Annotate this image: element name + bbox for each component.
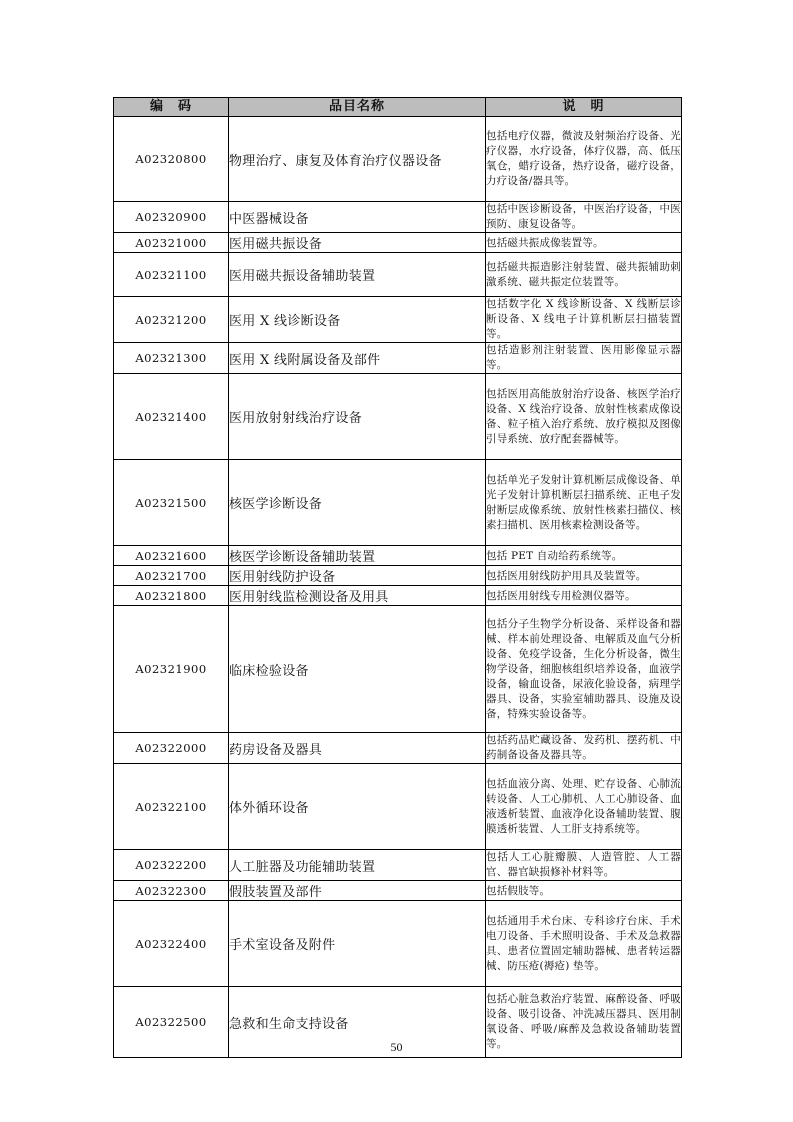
item-description: 包括分子生物学分析设备、采样设备和器械、样本前处理设备、电解质及血气分析设备、免疫学设备，生化分析设备，微生物学设备，细胞核组织培养设备，血液学设备，输血设备，尿液化验设备，病理学器具、设备，实验室辅助器具、设施及设备，特殊实验设备等。	[486, 606, 682, 733]
catalog-table	[113, 97, 682, 1058]
item-code: A02322300	[114, 881, 229, 901]
item-code: A02320800	[114, 117, 229, 202]
header-name: 品目名称	[229, 98, 486, 117]
item-code: A02321100	[114, 253, 229, 297]
item-description: 包括电疗仪器，微波及射频治疗设备、光疗仪器，水疗设备，体疗仪器，高、低压氧仓，蜡疗设备，热疗设备，磁疗设备，力疗设备/器具等。	[486, 117, 682, 202]
item-name: 医用磁共振设备辅助装置	[229, 253, 486, 297]
item-code: A02321800	[114, 586, 229, 606]
table-row	[114, 586, 682, 606]
item-name: 体外循环设备	[229, 764, 486, 850]
item-code: A02320900	[114, 202, 229, 233]
item-code: A02321200	[114, 297, 229, 343]
item-description: 包括假肢等。	[486, 881, 682, 901]
table-row	[114, 733, 682, 764]
item-code: A02322500	[114, 987, 229, 1058]
item-code: A02321600	[114, 546, 229, 566]
item-name: 医用射线监检测设备及用具	[229, 586, 486, 606]
item-description: 包括磁共振造影注射装置、磁共振辅助刺激系统、磁共振定位装置等。	[486, 253, 682, 297]
table-row	[114, 297, 682, 343]
item-code: A02321900	[114, 606, 229, 733]
item-description: 包括数字化 X 线诊断设备、X 线断层诊断设备、X 线电子计算机断层扫描装置等。	[486, 297, 682, 343]
table-row	[114, 606, 682, 733]
item-name: 急救和生命支持设备	[229, 987, 486, 1058]
table-row	[114, 253, 682, 297]
item-name: 核医学诊断设备	[229, 460, 486, 546]
item-name: 假肢装置及部件	[229, 881, 486, 901]
table-row	[114, 881, 682, 901]
item-description: 包括 PET 自动给药系统等。	[486, 546, 682, 566]
item-description: 包括血液分离、处理、贮存设备、心肺流转设备、人工心肺机、人工心肺设备、血液透析装置、血液净化设备辅助装置、腹膜透析装置、人工肝支持系统等。	[486, 764, 682, 850]
item-description: 包括中医诊断设备，中医治疗设备，中医预防、康复设备等。	[486, 202, 682, 233]
item-name: 核医学诊断设备辅助装置	[229, 546, 486, 566]
table-row	[114, 850, 682, 881]
table-row	[114, 460, 682, 546]
item-code: A02322400	[114, 901, 229, 987]
table-row	[114, 202, 682, 233]
item-name: 药房设备及器具	[229, 733, 486, 764]
item-description: 包括医用射线防护用具及装置等。	[486, 566, 682, 586]
item-name: 医用 X 线附属设备及部件	[229, 343, 486, 374]
table-row	[114, 374, 682, 460]
item-code: A02322200	[114, 850, 229, 881]
item-name: 人工脏器及功能辅助装置	[229, 850, 486, 881]
item-code: A02321400	[114, 374, 229, 460]
item-name: 医用磁共振设备	[229, 233, 486, 253]
item-name: 物理治疗、康复及体育治疗仪器设备	[229, 117, 486, 202]
table-row	[114, 117, 682, 202]
table-row	[114, 233, 682, 253]
header-code: 编 码	[114, 98, 229, 117]
item-description: 包括心脏急救治疗装置、麻醉设备、呼吸设备、吸引设备、冲洗减压器具、医用制氧设备、呼吸/麻醉及急救设备辅助装置等。	[486, 987, 682, 1058]
item-description: 包括医用射线专用检测仪器等。	[486, 586, 682, 606]
item-code: A02321000	[114, 233, 229, 253]
table-row	[114, 764, 682, 850]
item-name: 手术室设备及附件	[229, 901, 486, 987]
item-code: A02322100	[114, 764, 229, 850]
table-row	[114, 343, 682, 374]
item-code: A02322000	[114, 733, 229, 764]
page-number: 50	[390, 1040, 403, 1054]
item-description: 包括医用高能放射治疗设备、核医学治疗设备、X 线治疗设备、放射性核素成像设备、粒子植入治疗系统、放疗模拟及图像引导系统、放疗配套器械等。	[486, 374, 682, 460]
table-header-row	[114, 98, 682, 117]
item-description: 包括磁共振成像装置等。	[486, 233, 682, 253]
item-description: 包括通用手术台床、专科诊疗台床、手术电刀设备、手术照明设备、手术及急救器具、患者位置固定辅助器械、患者转运器械、防压疮(褥疮) 垫等。	[486, 901, 682, 987]
item-name: 医用放射射线治疗设备	[229, 374, 486, 460]
item-code: A02321500	[114, 460, 229, 546]
item-description: 包括单光子发射计算机断层成像设备、单光子发射计算机断层扫描系统、正电子发射断层成像系统、放射性核素扫描仪、核素扫描机、医用核素检测设备等。	[486, 460, 682, 546]
item-description: 包括人工心脏瓣膜、人造管腔、人工器官、器官缺损修补材料等。	[486, 850, 682, 881]
table-row	[114, 546, 682, 566]
item-name: 临床检验设备	[229, 606, 486, 733]
item-name: 医用 X 线诊断设备	[229, 297, 486, 343]
item-code: A02321700	[114, 566, 229, 586]
header-desc: 说 明	[486, 98, 682, 117]
table-row	[114, 901, 682, 987]
table-row	[114, 566, 682, 586]
item-description: 包括药品贮藏设备、发药机、摆药机、中药制备设备及器具等。	[486, 733, 682, 764]
item-description: 包括造影剂注射装置、医用影像显示器等。	[486, 343, 682, 374]
item-name: 医用射线防护设备	[229, 566, 486, 586]
item-name: 中医器械设备	[229, 202, 486, 233]
item-code: A02321300	[114, 343, 229, 374]
